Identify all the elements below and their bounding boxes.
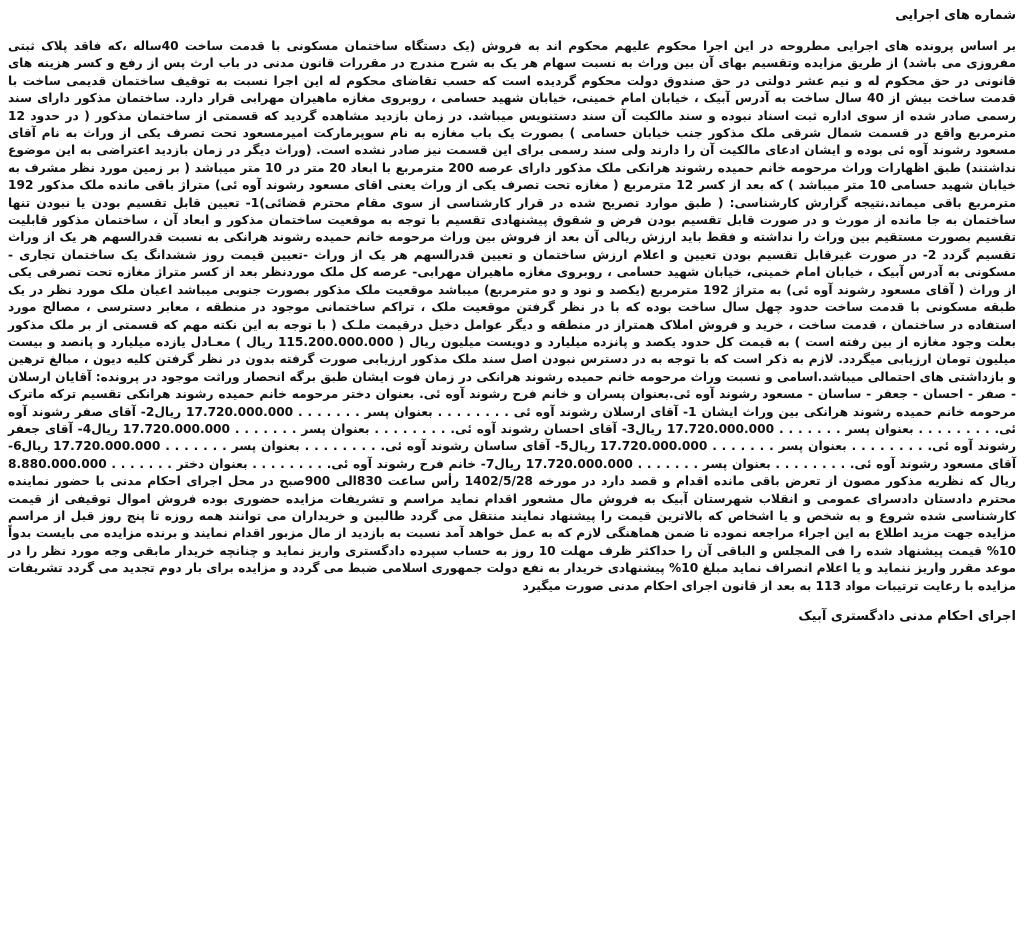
notice-body-text: بر اساس پرونده های اجرایی مطروحه در این اجرا محکوم علیهم محکوم اند به فروش (یک دستگاه ساختمان مسکونی با قدمت ساخت 40ساله ،که فاقد پلاک ثبتی مفروزی می باشد) از طریق مزایده وتقسیم بهای آن بین وراث به نسبت سهام هر یک به شرح مندرج در مقررات قانون مدنی در باب ارث پس از رفع و کسر هزینه های قانونی در حق محکوم له و نیم عشر دولتی در حق صندوق دولت محکوم گردیده است که حسب تقاضای محکوم له این اجرا نسبت به توقیف ساختمان قدیمی ساخت با قدمت ساخت بیش از 40 سال ساخت به آدرس آبیک ، خیابان امام خمینی، خیابان شهید حسامی ، روبروی مغازه ماهیران مهرابی قرار دارد. ساختمان مذکور دارای سند رسمی صادر شده از سوی اداره ثبت اسناد نبوده و سند مالکیت آن سند دستنویس میباشد. در زمان بازدید مشاهده گردید که قسمتی از ساختمان مذکور ( در حدود 12 مترمربع واقع در قسمت شمال شرقی ملک مذکور جنب خیابان حسامی ) بصورت یک باب مغازه به نام سوپرمارکت امیرمسعود تحت تصرف یکی از وراث به نام آقای مسعود رشوند آوه ئی بوده و ایشان ادعای مالکیت آن را دارند ولی سند رسمی برای این قسمت نیز صادر نشده است. (وراث دیگر در زمان بازدید اعتراضی به این موضوع نداشتند) طبق اظهارات وراث مرحومه خانم حمیده رشوند هرانکی ملک مذکور دارای عرصه 200 مترمربع با ابعاد 20 متر در 10 متر میباشد ( بر زمین مورد نظر مشرف به خیابان شهید حسامی 10 متر میباشد ) که بعد از کسر 12 مترمربع ( مغازه تحت تصرف یکی از وراث یعنی اقای مسعود رشوند آوه ئی) متراژ باقی مانده ملک مذکور 192 مترمربع باقی میماند.نتیجه گزارش کارشناسی: ( طبق موارد تصریح شده در قرار کارشناسی از سوی مقام محترم قضائی)1- تعیین قابل تقسیم بودن یا نبودن تنها ساختمان به جا مانده از مورث و در صورت قابل تقسیم بودن فرض و شقوق پیشنهادی تقسیم با توجه به موقعیت ساختمان مذکور و ابعاد آن ، ساختمان مذکور قابلیت تقسیم بصورت مستقیم بین وراث را نداشته و فقط باید ارزش ریالی آن بعد از فروش بین وراث مرحومه خانم حمیده رشوند هرانکی به نسبت قدرالسهم هر یک از وراث تقسیم گردد 2- در صورت غیرقابل تقسیم بودن تعیین و اعلام ارزش ساختمان و تعیین قدرالسهم هر یک از وراث -تعیین قیمت روز ششدانگ یک ساختمان تجاری - مسکونی به آدرس آبیک ، خیابان امام خمینی، خیابان شهید حسامی ، روبروی مغازه ماهیران مهرابی- عرصه کل ملک موردنظر بعد از کسر متراژ مغازه تحت تصرفی یکی از وراث ( آقای مسعود رشوند آوه ئی) به متراژ 192 مترمربع (یکصد و نود و دو مترمربع) میباشد موقعیت ملک مذکور بصورت جنوبی میباشد اعیان ملک مورد نظر در یک طبقه مسکونی با قدمت ساخت حدود چهل سال ساخت بوده که با در نظر گرفتن موقعیت ملک ، تراکم ساختمانی موجود در منطقه ، معابر دسترسی ، مصالح مورد استفاده در ساختمان ، قدمت ساخت ، خرید و فروش املاک همتراز در منطقه و دیگر عوامل دخیل درقیمت ملـک ( با توجه به این نکته مهم که قسمتی از بر ملک مذکور بعلت وجود مغازه از بین رفته است ) به قیمت کل حدود یکصد و پانزده میلیارد و دویست میلیون ریال ( 115.200.000.000 ریال ) معـادل یازده میلیارد و پانصد و بیست میلیون تومان ارزیابی میگردد. لازم به ذکر است که با توجه به در دسترس نبودن اصل سند ملک مذکور ارزیابی صورت گرفته بدون در نظر گرفتن کلیه دیون ، مبالغ ترهین و بازداشتی های احتمالی میباشد.اسامی و نسبت وراث مرحومه خانم حمیده رشوند هرانکی در زمان فوت ایشان طبق برگه انحصار وراثت موجود در پرونده: آقایان ارسلان - صفر - احسان - جعفر - ساسان - مسعود رشوند آوه ئی.بعنوان پسران و خانم فرح رشوند آوه ئی. بعنوان دختر مرحومه خانم حمیده رشوند هرانکی تقسیم ترکه ماترک مرحومه خانم حمیده رشوند هرانکی بین وراث ایشان 1- آقای ارسلان رشوند آوه ئی . . . . . . . . بعنوان پسر . . . . . . . 17.720.000.000 ریال2- آقای صفر رشوند آوه ئی. . . . . . . . . بعنوان پسر . . . . . . . 17.720.000.000 ریال3- آقای احسان رشوند آوه ئی. . . . . . . . . بعنوان پسر . . . . . . . 17.720.000.000 ریال4- آقای جعفر رشوند آوه ئی. . . . . . . . . بعنوان پسر . . . . . . . 17.720.000.000 ریال5- آقای ساسان رشوند آوه ئی. . . . . . . . . بعنوان پسر . . . . . . . 17.720.000.000 ریال6- آقای مسعود رشوند آوه ئی. . . . . . . . . بعنوان پسر . . . . . . . 17.720.000.000 ریال7- خانم فرح رشوند آوه ئی. . . . . . . . . بعنوان دختر . . . . . . . 8.880.000.000 ریال که نظریه مذکور مصون از تعرض باقی مانده اقدام و قصد دارد در مورخه 1402/5/28 رأس ساعت 830الی 900صبح در محل اجرای احکام مدنی با حضور نماینده محترم دادستان دادسرای عمومی و انقلاب شهرستان آبیک به فروش مال مشعور اقدام نماید مراسم و تشریفات مزایده حضوری بوده فروش اموال توقیفی از قیمت کارشناسی شده شروع و به شخص و یا اشخاص که بالاترین قیمت را پیشنهاد نمایند منتقل می گردد طالبین و خریداران می توانند همه روزه تا پنج روز قبل از مراسم مزایده جهت مزید اطلاع به این اجراء مراجعه نموده تا ضمن هماهنگی لازم که به عمل خواهد آمد نسبت به بازدید از مال مزبور اقدام نمایند و برنده مزایده می بایست بدواً 10% قیمت پیشنهاد شده را فی المجلس و الباقی آن را حداکثر ظرف مهلت 10 روز به حساب سپرده دادگستری واریز نماید و چنانچه خریدار مابقی وجه مورد نظر را در موعد مقرر واریز ننماید و یا اعلام انصراف نماید مبلغ 10% پیشنهادی خریدار به نفع دولت جمهوری اسلامی ضبط می گردد و مزایده برای بار دوم تجدید می گردد تشریفات مزایده با رعایت ترتیبات مواد 113 به بعد از قانون اجرای احکام مدنی صورت میگیرد (8, 39, 1017, 593)
notice-signature: اجرای احکام مدنی دادگستری آبیک (798, 609, 1016, 624)
auction-notice (8, 4, 1016, 922)
notice-title: شماره های اجرایی (895, 8, 1016, 23)
